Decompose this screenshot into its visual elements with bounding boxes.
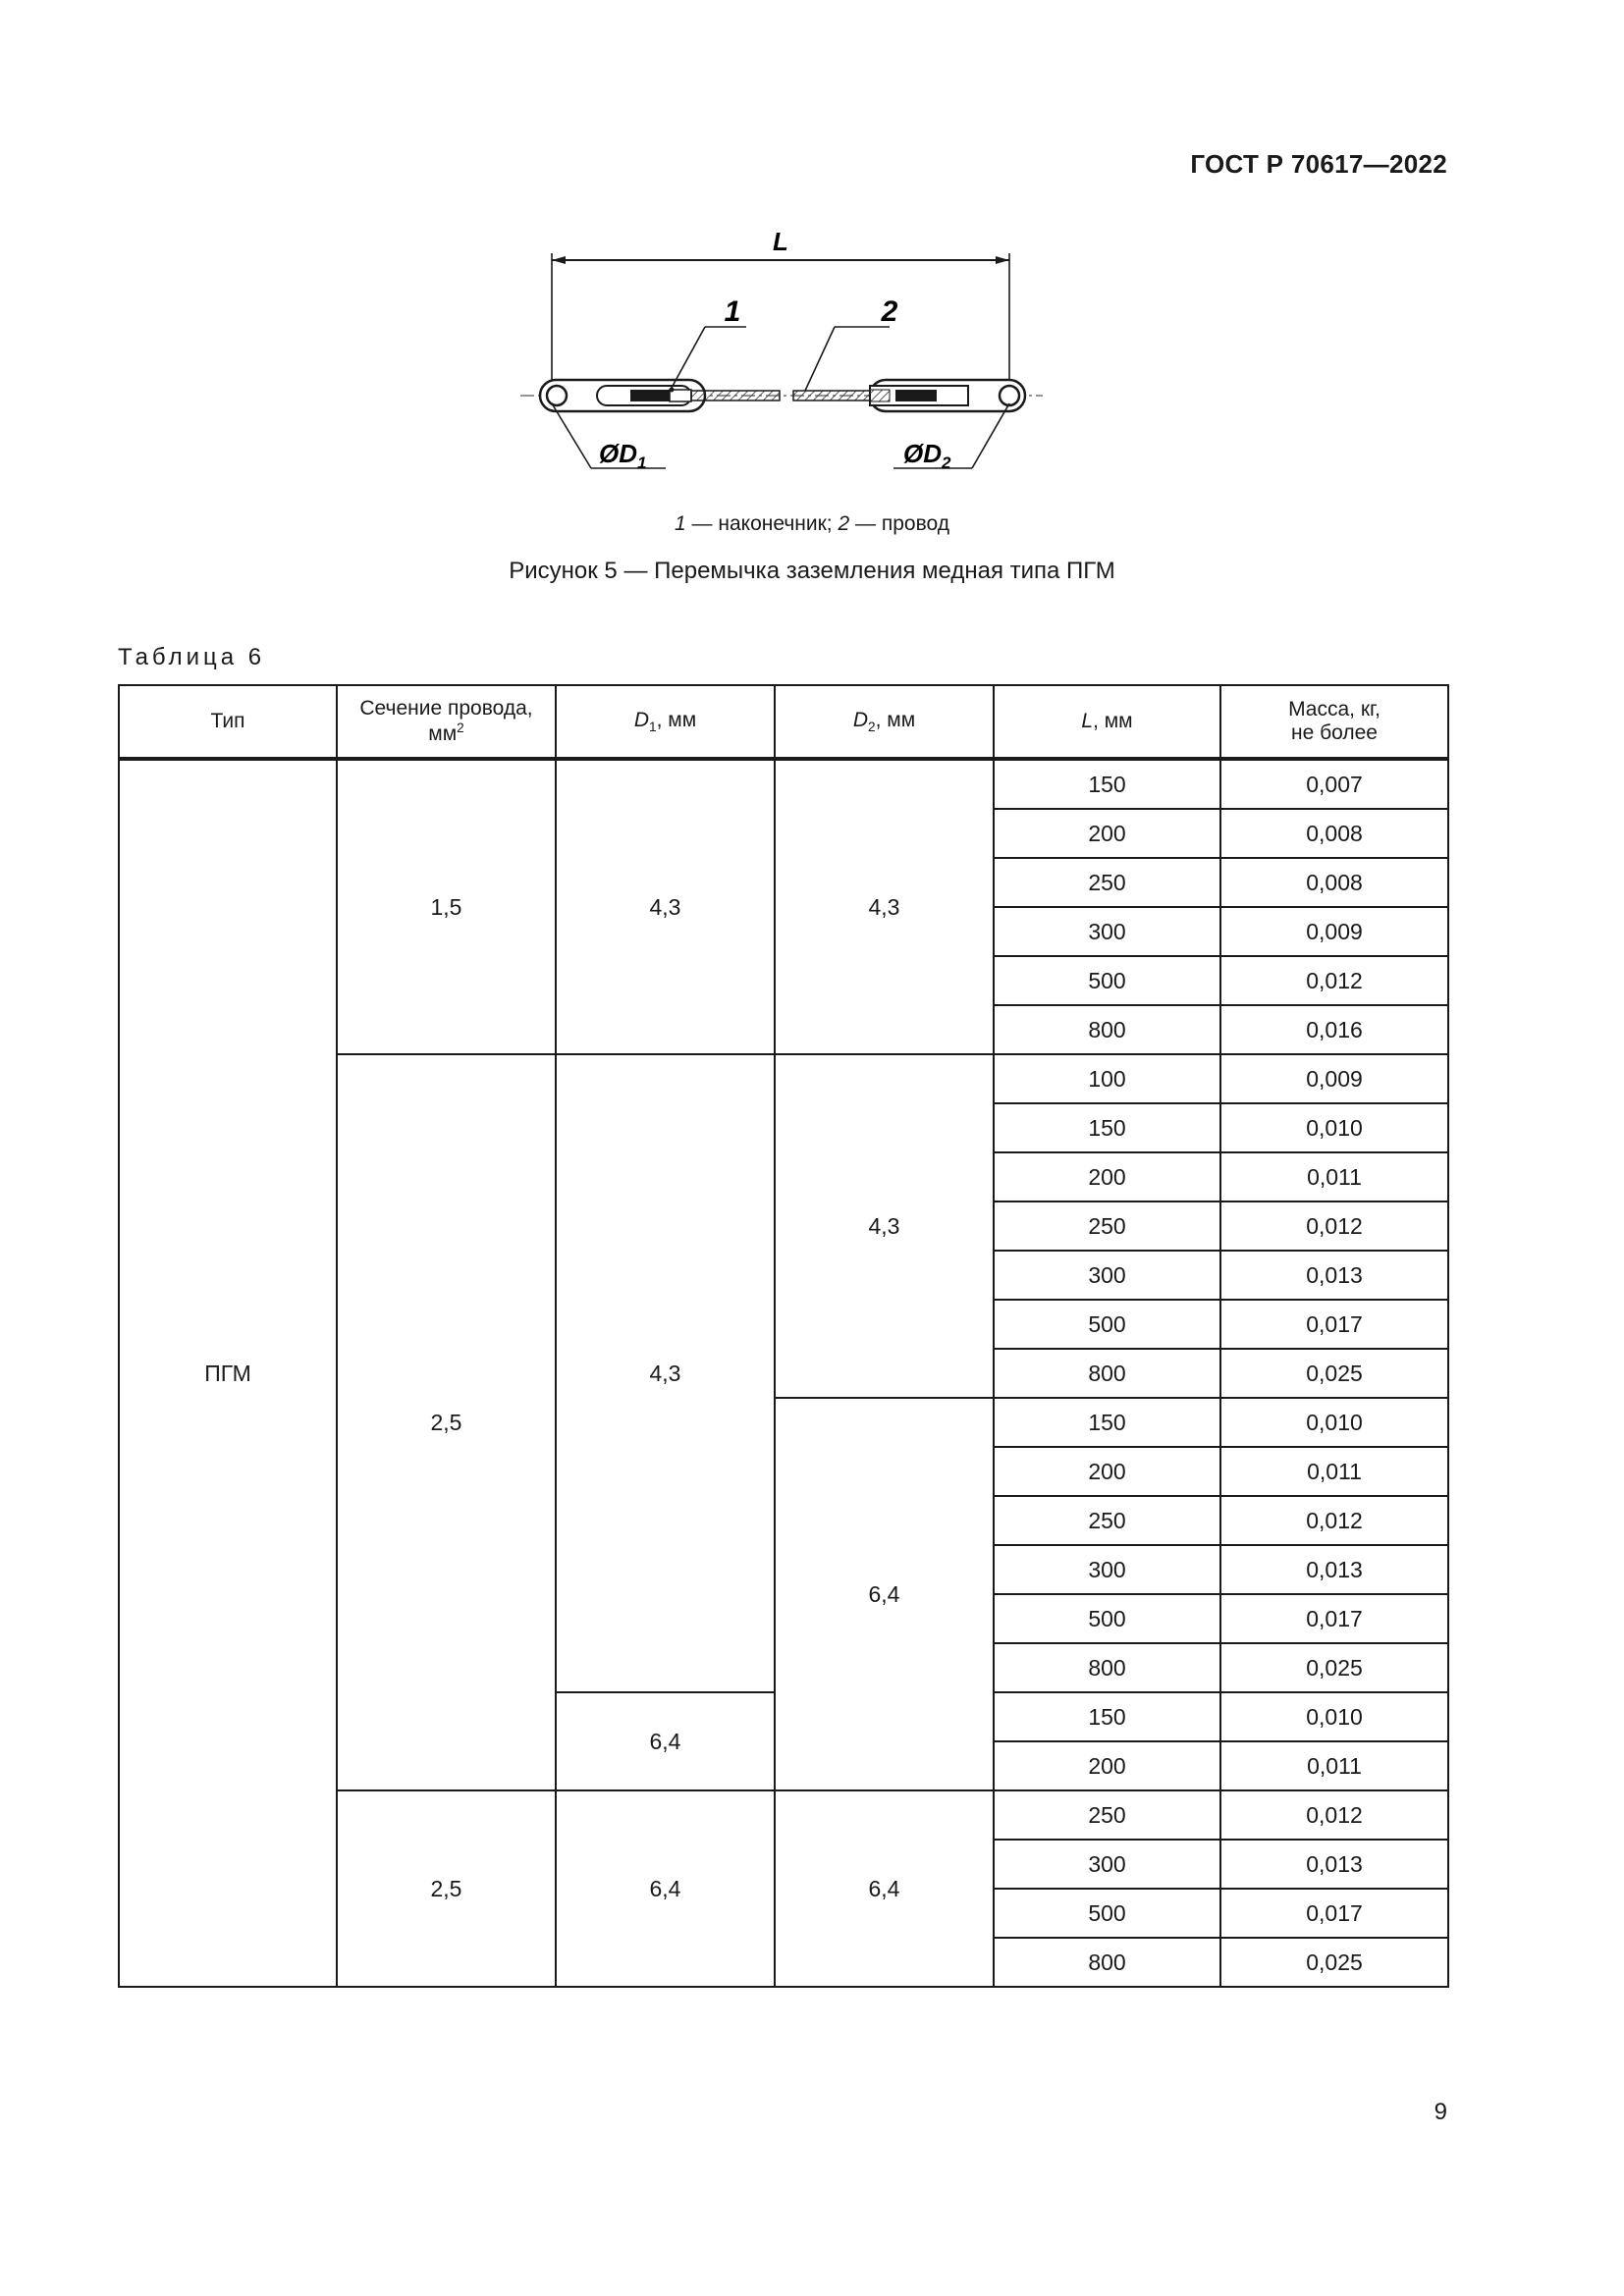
cell-length: 150 bbox=[994, 1103, 1220, 1152]
table-title: Таблица 6 bbox=[118, 644, 266, 670]
cell-mass: 0,009 bbox=[1220, 907, 1448, 956]
cell-length: 300 bbox=[994, 1545, 1220, 1594]
header-length: L, мм bbox=[994, 685, 1220, 759]
d2-label: $ØD_2$ bbox=[903, 439, 951, 472]
cell-length: 300 bbox=[994, 1251, 1220, 1300]
figure-caption: Рисунок 5 — Перемычка заземления медная типа ПГМ bbox=[509, 558, 1115, 584]
cell-length: 200 bbox=[994, 1741, 1220, 1790]
cell-mass: 0,008 bbox=[1220, 809, 1448, 858]
cell-d2: 4,3 bbox=[775, 759, 994, 1054]
cell-length: 300 bbox=[994, 907, 1220, 956]
cell-length: 150 bbox=[994, 1398, 1220, 1447]
document-code: ГОСТ Р 70617—2022 bbox=[1190, 149, 1447, 179]
cell-mass: 0,009 bbox=[1220, 1054, 1448, 1103]
cell-length: 200 bbox=[994, 1447, 1220, 1496]
header-section: Сечение провода, $мм^2$ bbox=[337, 685, 556, 759]
cell-mass: 0,011 bbox=[1220, 1447, 1448, 1496]
left-lug-hole bbox=[547, 386, 567, 405]
page-number: 9 bbox=[1434, 2099, 1447, 2125]
dimension-label-l: L bbox=[773, 227, 788, 256]
cell-mass: 0,017 bbox=[1220, 1594, 1448, 1643]
cell-length: 200 bbox=[994, 1152, 1220, 1201]
cell-length: 250 bbox=[994, 1201, 1220, 1251]
callout-1: 1 bbox=[724, 295, 741, 328]
cell-mass: 0,010 bbox=[1220, 1692, 1448, 1741]
cell-length: 500 bbox=[994, 956, 1220, 1005]
cell-length: 100 bbox=[994, 1054, 1220, 1103]
callout-2: 2 bbox=[881, 295, 898, 328]
jumper-drawing bbox=[501, 221, 1051, 491]
header-d2: $D_2$, мм bbox=[775, 685, 994, 759]
cell-length: 250 bbox=[994, 858, 1220, 907]
cell-d2: 6,4 bbox=[775, 1398, 994, 1790]
cell-length: 300 bbox=[994, 1840, 1220, 1889]
cell-section: 2,5 bbox=[337, 1054, 556, 1790]
cell-mass: 0,007 bbox=[1220, 759, 1448, 809]
cell-mass: 0,010 bbox=[1220, 1103, 1448, 1152]
cell-mass: 0,017 bbox=[1220, 1889, 1448, 1938]
cell-mass: 0,011 bbox=[1220, 1152, 1448, 1201]
cell-mass: 0,013 bbox=[1220, 1251, 1448, 1300]
cell-d1: 6,4 bbox=[556, 1790, 775, 1987]
cell-length: 200 bbox=[994, 809, 1220, 858]
wire-left bbox=[691, 391, 780, 400]
cell-length: 800 bbox=[994, 1005, 1220, 1054]
cell-mass: 0,008 bbox=[1220, 858, 1448, 907]
cell-section: 2,5 bbox=[337, 1790, 556, 1987]
cell-mass: 0,012 bbox=[1220, 1790, 1448, 1840]
header-type: Тип bbox=[119, 685, 337, 759]
cell-section: 1,5 bbox=[337, 759, 556, 1054]
d1-label: $ØD_1$ bbox=[599, 439, 647, 472]
cell-mass: 0,016 bbox=[1220, 1005, 1448, 1054]
cell-type: ПГМ bbox=[119, 759, 337, 1987]
cell-length: 800 bbox=[994, 1349, 1220, 1398]
right-lug-hole bbox=[1000, 386, 1019, 405]
figure-legend: 1 — наконечник; 2 — провод bbox=[675, 512, 949, 535]
cell-mass: 0,010 bbox=[1220, 1398, 1448, 1447]
cell-length: 800 bbox=[994, 1643, 1220, 1692]
cell-length: 500 bbox=[994, 1300, 1220, 1349]
cell-mass: 0,012 bbox=[1220, 956, 1448, 1005]
wire-right bbox=[793, 391, 880, 400]
spec-table bbox=[118, 684, 1449, 1988]
cell-d1: 6,4 bbox=[556, 1692, 775, 1790]
cell-mass: 0,013 bbox=[1220, 1545, 1448, 1594]
cell-length: 500 bbox=[994, 1594, 1220, 1643]
cell-d1: 4,3 bbox=[556, 1054, 775, 1692]
cell-mass: 0,025 bbox=[1220, 1938, 1448, 1987]
cell-length: 150 bbox=[994, 759, 1220, 809]
cell-d2: 6,4 bbox=[775, 1790, 994, 1987]
cell-mass: 0,013 bbox=[1220, 1840, 1448, 1889]
header-mass: Масса, кг, не более bbox=[1220, 685, 1448, 759]
cell-mass: 0,012 bbox=[1220, 1201, 1448, 1251]
cell-mass: 0,025 bbox=[1220, 1643, 1448, 1692]
cell-length: 150 bbox=[994, 1692, 1220, 1741]
cell-mass: 0,025 bbox=[1220, 1349, 1448, 1398]
cell-length: 800 bbox=[994, 1938, 1220, 1987]
cell-d2: 4,3 bbox=[775, 1054, 994, 1398]
header-d1: $D_1$, мм bbox=[556, 685, 775, 759]
table-header-row bbox=[119, 685, 1448, 759]
cell-length: 500 bbox=[994, 1889, 1220, 1938]
cell-mass: 0,017 bbox=[1220, 1300, 1448, 1349]
cell-mass: 0,011 bbox=[1220, 1741, 1448, 1790]
cell-length: 250 bbox=[994, 1790, 1220, 1840]
table-row bbox=[119, 759, 1448, 809]
cell-mass: 0,012 bbox=[1220, 1496, 1448, 1545]
cell-length: 250 bbox=[994, 1496, 1220, 1545]
cell-d1: 4,3 bbox=[556, 759, 775, 1054]
